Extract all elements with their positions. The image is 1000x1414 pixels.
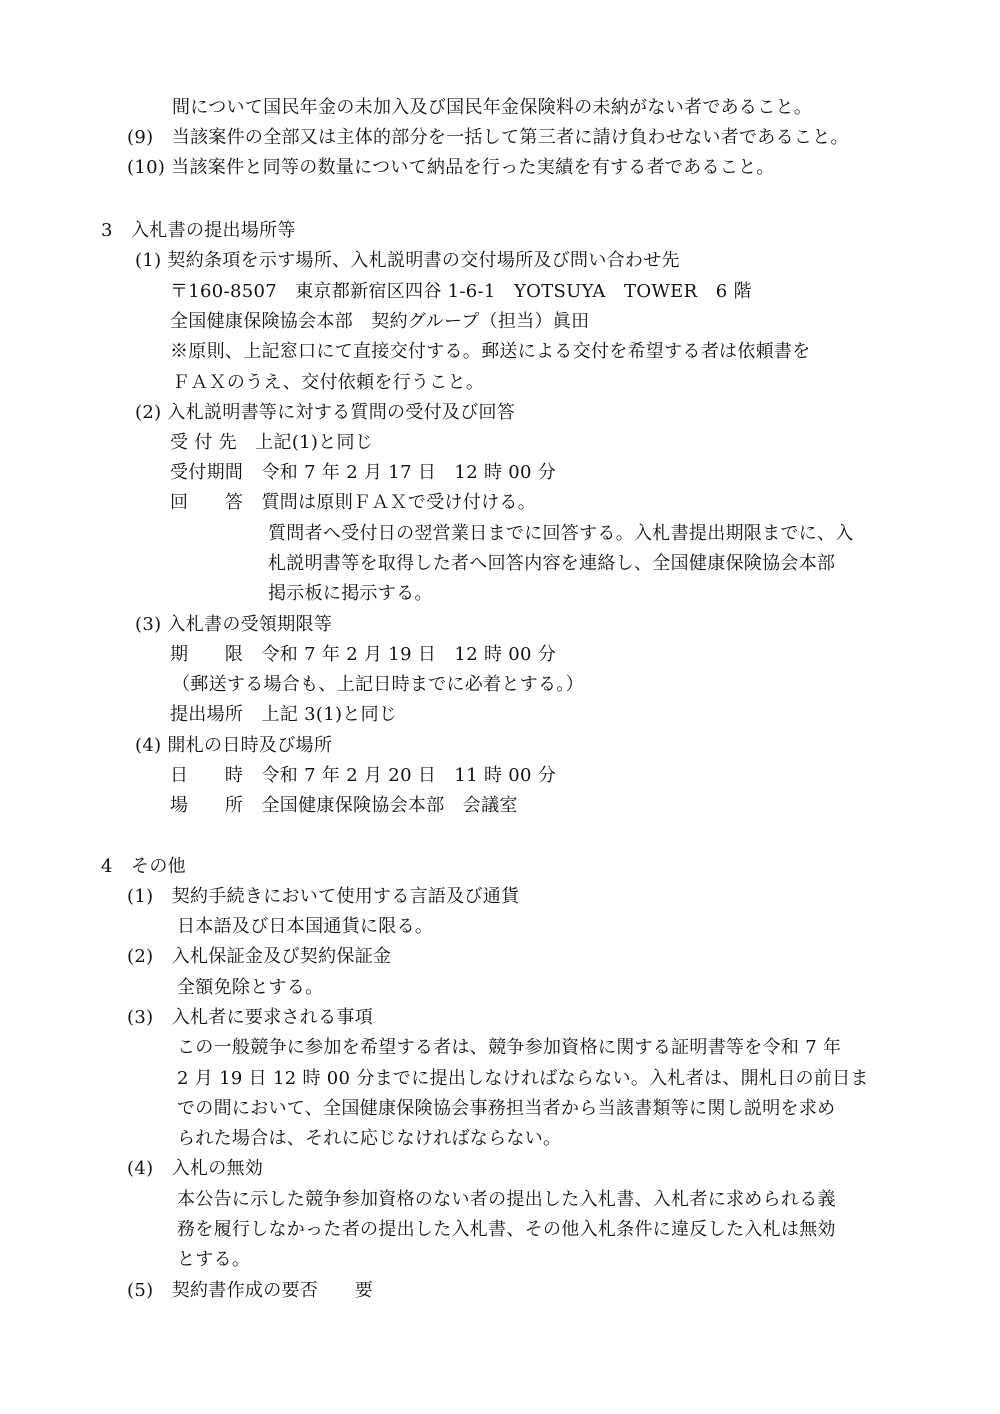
section-heading: 4 その他 (101, 856, 186, 877)
text-line: られた場合は、それに応じなければならない。 (177, 1128, 562, 1149)
text-line: (2) 入札説明書等に対する質問の受付及び回答 (135, 402, 516, 423)
text-line: 札説明書等を取得した者へ回答内容を連絡し、全国健康保険協会本部 (268, 553, 836, 574)
text-line: 本公告に示した競争参加資格のない者の提出した入札書、入札者に求められる義 (177, 1189, 836, 1210)
text-line: とする。 (177, 1249, 251, 1270)
text-line: 受付期間 令和 7 年 2 月 17 日 12 時 00 分 (170, 462, 557, 483)
text-line: 回 答 質問は原則ＦＡＸで受け付ける。 (170, 492, 536, 513)
text-line: 全額免除とする。 (177, 977, 324, 998)
text-line: (9) 当該案件の全部又は主体的部分を一括して第三者に請け負わせない者であること。 (127, 127, 849, 148)
text-line: （郵送する場合も、上記日時までに必着とする。） (172, 674, 584, 695)
text-line: (3) 入札者に要求される事項 (127, 1007, 373, 1028)
text-line: (1) 契約手続きにおいて使用する言語及び通貨 (127, 886, 520, 907)
text-line: (4) 開札の日時及び場所 (135, 735, 333, 756)
text-line: (3) 入札書の受領期限等 (135, 614, 333, 635)
text-line: 間について国民年金の未加入及び国民年金保険料の未納がない者であること。 (172, 97, 813, 118)
text-line: この一般競争に参加を希望する者は、競争参加資格に関する証明書等を令和 7 年 (177, 1037, 842, 1058)
text-line: 場 所 全国健康保険協会本部 会議室 (170, 795, 518, 816)
text-line: ※原則、上記窓口にて直接交付する。郵送による交付を希望する者は依頼書を (170, 341, 811, 362)
text-line: 〒160-8507 東京都新宿区四谷 1-6-1 YOTSUYA TOWER 6 階 (170, 281, 752, 302)
text-line: 日本語及び日本国通貨に限る。 (177, 916, 434, 937)
text-line: (1) 契約条項を示す場所、入札説明書の交付場所及び問い合わせ先 (135, 250, 680, 271)
text-line: 掲示板に掲示する。 (268, 583, 433, 604)
text-line: (2) 入札保証金及び契約保証金 (127, 946, 392, 967)
section-heading: 3 入札書の提出場所等 (101, 220, 296, 241)
text-line: 務を履行しなかった者の提出した入札書、その他入札条件に違反した入札は無効 (177, 1219, 836, 1240)
text-line: ＦＡＸのうえ、交付依頼を行うこと。 (172, 372, 485, 393)
text-line: 質問者へ受付日の翌営業日までに回答する。入札書提出期限までに、入 (268, 523, 854, 544)
text-line: 2 月 19 日 12 時 00 分までに提出しなければならない。入札者は、開札日の前日ま (177, 1068, 869, 1089)
text-line: (4) 入札の無効 (127, 1158, 264, 1179)
text-line: での間において、全国健康保険協会事務担当者から当該書類等に関し説明を求め (177, 1098, 836, 1119)
text-line: (5) 契約書作成の要否 要 (127, 1280, 373, 1301)
text-line: 受 付 先 上記(1)と同じ (170, 432, 374, 453)
text-line: 提出場所 上記 3(1)と同じ (170, 704, 398, 725)
text-line: 全国健康保険協会本部 契約グループ（担当）眞田 (170, 311, 590, 332)
text-line: 日 時 令和 7 年 2 月 20 日 11 時 00 分 (170, 765, 557, 786)
text-line: 期 限 令和 7 年 2 月 19 日 12 時 00 分 (170, 644, 557, 665)
text-line: (10) 当該案件と同等の数量について納品を行った実績を有する者であること。 (127, 157, 775, 178)
